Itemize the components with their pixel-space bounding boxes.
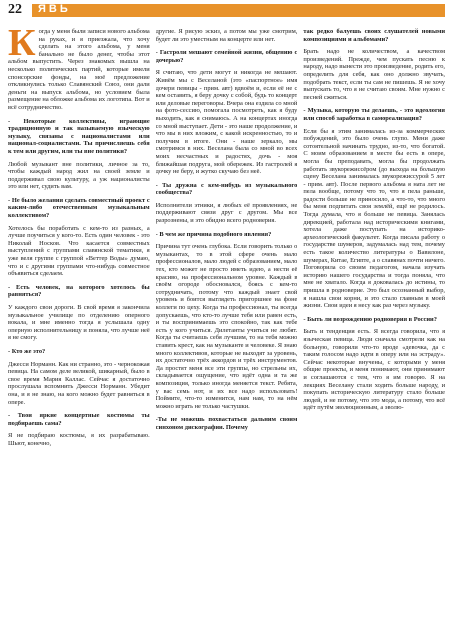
drop-cap: К [8, 28, 36, 64]
article-body [8, 28, 445, 634]
interview-question: -Ты не можешь похвастаться дальним своим синхоном дискографии. Почему [155, 416, 298, 431]
interview-question: - Ты дружна с кем-нибудь из музыкального сообщества? [155, 181, 298, 197]
interview-question: - Гастроли мешают семейной жизни, общению с дочерью? [155, 49, 298, 64]
interview-answer: Исполнители этники, я любых её проявлениях, не поддерживают связи друг с другом. Мы все разрознены, и это обидно всего родноверия. [155, 201, 298, 225]
lead-paragraph-text: огда у меня были записи нового альбома на руках, и я приезжала, что хочу сделать на этого альбома, у меня банально не было денег, чтобы этот альбом выпустить. Через знакомых вышла на несколько политических партий, которые имели спонсорские фонды, на моё предложение откликнулись только Славянский Союз, они дали деньги на выпуск альбома, но условием была размещение на обложке альбома их логотипа. Вот и всё сотрудничество. [8, 28, 150, 111]
interview-answer: У каждого свои дороги. В свой время я закончила музыкальное училище по отделению оперного вокала, и мне именно тогда я услышала одну оперную исполнительницу и поняла, что лучше неё я не смогу. [8, 304, 150, 342]
section-banner [32, 4, 445, 17]
interview-answer: Быть и тенденция есть. Я всегда говорила, что я языческая певица. Люди сначала смотрели как на больную, говорили что-то вроде «девочка, да с таким голосом надо идти в оперу или на эстраду». Сейчас некоторые внучены, с которыми у меня общие проекты, и меня понимают, они принимают и соглашаются с тем, что я им говорю. Я на лекциях Веселану стали ходить больше народу, и покупать историческую литературу стало больше людей, и не потому, что это мода, а потому, что всё идёт путём эволюционным, а эволю- [303, 328, 446, 412]
section-title: ЯВЬ [38, 3, 71, 15]
interview-answer: Джесси Норманн. Как ни странно, это - чернокожая певица. На самом деле великой, шикарный, было в свое время Мария Каллас. Сейчас я достаточно прослушала вспомнить Джесси Норманн. Убедит она, и я не знаю, на кого можно будет равняться в опере. [8, 360, 150, 406]
interview-answer [8, 28, 150, 112]
interview-question: - Кто же это? [8, 347, 46, 355]
interview-question: - Не было желания сделать совместный проект с каким-либо отечественным музыкальным коллективом? [8, 196, 150, 220]
interview-answer: Причина тут очень глубока. Если говорить только о музыкантах, то в этой сфере очень мало профессионалов, мало людей с образованием, мало тех, кто может не просто иметь идею, а нести её красиво, на профессиональном уровне. Каждый в своём огороде обосновался, боясь с кем-то сотрудничать, потому что каждый знает свой уровень и боится выглядеть пригоршнее на фоне коллеги по цеху. Когда ты профессионал, ты всегда допускаешь, что кто-то лучше тебя или равен есть, и ты воспринимаешь это спокойно, так как тебе есть у кого учиться. Дилетанты учиться не любят. Когда ты считаешь себя лучшим, то на тебя можно ставить крест, как на музыканте и человеке. Я знаю много коллективов, которые не выходят за уровень, их достаточно трёх аккордов и трёх инструментов. Да простят меня все эти группы, но стрельны их, складывается ощущение, что идёт одна и та же композиция, только иногда меняется текст. Ребята, у вас семь нот, и их все надо использовать! Поймите, что-то изменится, нам нам, то на нём можно играть не только частушки. [155, 243, 298, 410]
page-number: 22 [8, 2, 22, 17]
interview-question: - Есть человек, на которого хотелось бы равняться? [8, 283, 150, 299]
interview-question: - Музыка, которую ты делаешь, - это идеология или способ заработка в самореализация? [303, 107, 446, 122]
interview-answer: Любой музыкант вне политики, личное за то, чтобы каждый народ жил на своей земле и поддерживал свою культуру, а уж националисты это или нет, судить вам. [8, 160, 150, 191]
column-3 [303, 28, 445, 634]
interview-question: - В чем же причина подобного явления? [155, 230, 272, 238]
interview-question: - Твои яркие концертные костюмы ты подбираешь сама? [8, 412, 150, 427]
interview-answer: Я не подбираю костюмы, я их разрабатываю. Шьют, конечно, [8, 432, 150, 447]
page-header [0, 0, 453, 20]
interview-answer: Я считаю, что дети могут и никогда не мешают. Живём мы с Веселаной (это «паспортное» имя дочери певицы - прим. авт) вдвоём и, если её не с кем оставить, я беру дочку с собой, будь то концерт или деловые переговоры. Вчера она ездила со мной на фото-сессию, помогала посмотреть, как я буду выходить, как я снимаюсь. А на концертах иногда со мной выступает. Дети - это наше продолжение, и что мы в них вложим, с какой искренностью, то и получим в итоге. Они - наше зеркало, мы смотримся в них. Веселана была со мной во всех моих несчастных и радостях, дочь - моя ближайшая подруга, мой обережек. Из гастролей я дочку не беру, и жутко скучаю без неё. [155, 69, 298, 176]
column-1 [8, 28, 150, 634]
interview-answer: Если бы я этим занималась из-за коммерческих побуждений, это было очень глупо. Мени даже сотоятельной начинать трудно, из-то, что богатой. С моим образованием в месте бы есть в опере, могла бы преподавать, могла бы продолжать работать звукорежиссёром (до выхода на большую сцену Веселана занималась звукорежиссурой 5 лет - прим. авт). После первого альбома я ната лет не пела вообще, потому что то, что я пела раньше, радости больше не приносило, а что-то, что много бы меня подпитать своя землёй, ещё не родилось. Тогда думала, что я больше не певица. Занялась дирекцией, работала над историческими книгами, хотела даже поступать на историко-археологический факультет. Когда писала работу о государстве шумеров, задумалась над тем, почему есть такое количество литературы о Вавилоне, шумерах, Китае, Египте, а о славянах почти ничего. Поговорила со своим педагогом, начала изучать историю нашего государства и тогда поняла, что мне не хватало. Когда я доковалась до истины, то пришла в родноверие. Это был осознанный выбор, я нашла свои корни, и это стало главным в моей жизни. Свои идеи я несу как раз через музыку. [303, 127, 446, 310]
column-2 [156, 28, 298, 634]
interview-answer: Хотелось бы поработать с кем-то из разных, а лучше поучиться у кого-то. Есть один человек - это Николай Носков. Что касается совместных выступлений с группами славянской тематики, я уже веля группе с группой «Веттер Воды» думаю, что и с другими группами что-нибудь совместное объявиться сделаем. [8, 224, 150, 278]
interview-question: - Быть ли возрождению родноверия в России? [303, 315, 437, 323]
interview-answer: другие. Я рисую эскиз, а потом мы уже смотрим, будет ли это уместным на концерте или нет. [155, 28, 298, 43]
interview-question: - Некоторые коллективы, играющие традиционную и так называемую языческую музыку, связаны с националистами или национал-социалистами. Ты причисляешь себя к тем или другим, или ты вне политики? [8, 117, 150, 155]
interview-question: так редко балуешь своих слушателей новыми композициями и альбомами? [303, 28, 446, 43]
interview-answer: Брать надо не количеством, а качеством произведений. Прежде, чем пускать песню к народу, надо вынести это произведение, родить его, определить для себя, как оно должно звучать, подобрать текст, если ты сам не пишешь. Я не хочу выпускать то, что я не считаю своим. Мне нужно с песней сжиться. [303, 48, 446, 101]
